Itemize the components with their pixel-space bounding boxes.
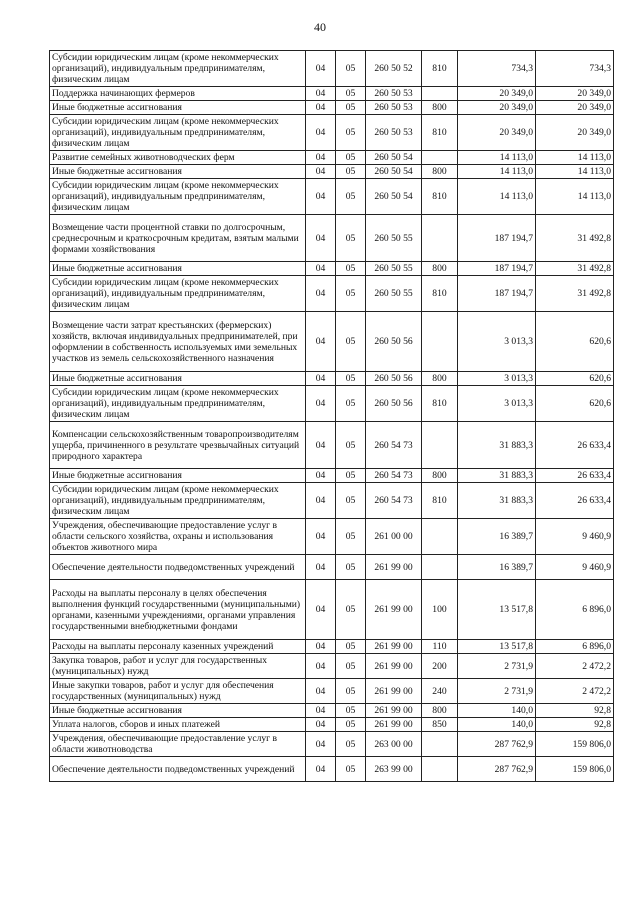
- amount-approved-cell: 3 013,3: [458, 312, 536, 372]
- expense-type-cell: [422, 519, 458, 555]
- table-row: [50, 386, 614, 422]
- target-article-cell: 260 50 54: [366, 165, 422, 179]
- target-article-cell: 260 50 55: [366, 215, 422, 262]
- amount-approved-cell: 734,3: [458, 51, 536, 87]
- table-row: [50, 215, 614, 262]
- subsection-code-cell: 05: [336, 704, 366, 718]
- amount-executed-cell: 6 896,0: [536, 640, 614, 654]
- amount-approved-cell: 287 762,9: [458, 732, 536, 757]
- expense-name-cell: Субсидии юридическим лицам (кроме некоммерческих организаций), индивидуальным предпринимателям, физическим лицам: [50, 51, 306, 87]
- table-row: [50, 654, 614, 679]
- amount-executed-cell: 14 113,0: [536, 151, 614, 165]
- table-row: [50, 51, 614, 87]
- amount-executed-cell: 92,8: [536, 704, 614, 718]
- amount-executed-cell: 14 113,0: [536, 179, 614, 215]
- amount-approved-cell: 13 517,8: [458, 580, 536, 640]
- amount-approved-cell: 31 883,3: [458, 469, 536, 483]
- subsection-code-cell: 05: [336, 732, 366, 757]
- target-article-cell: 260 50 53: [366, 87, 422, 101]
- amount-approved-cell: 20 349,0: [458, 115, 536, 151]
- amount-executed-cell: 20 349,0: [536, 101, 614, 115]
- table-row: [50, 165, 614, 179]
- subsection-code-cell: 05: [336, 386, 366, 422]
- expense-name-cell: Субсидии юридическим лицам (кроме некоммерческих организаций), индивидуальным предпринимателям, физическим лицам: [50, 276, 306, 312]
- table-row: [50, 87, 614, 101]
- amount-approved-cell: 2 731,9: [458, 654, 536, 679]
- subsection-code-cell: 05: [336, 469, 366, 483]
- expense-name-cell: Закупка товаров, работ и услуг для государственных (муниципальных) нужд: [50, 654, 306, 679]
- table-row: [50, 276, 614, 312]
- budget-table: [49, 50, 614, 782]
- table-row: [50, 115, 614, 151]
- amount-approved-cell: 287 762,9: [458, 757, 536, 782]
- amount-executed-cell: 620,6: [536, 372, 614, 386]
- target-article-cell: 260 50 53: [366, 101, 422, 115]
- target-article-cell: 260 50 54: [366, 179, 422, 215]
- subsection-code-cell: 05: [336, 51, 366, 87]
- expense-type-cell: 110: [422, 640, 458, 654]
- expense-name-cell: Субсидии юридическим лицам (кроме некоммерческих организаций), индивидуальным предпринимателям, физическим лицам: [50, 386, 306, 422]
- subsection-code-cell: 05: [336, 757, 366, 782]
- expense-name-cell: Субсидии юридическим лицам (кроме некоммерческих организаций), индивидуальным предпринимателям, физическим лицам: [50, 179, 306, 215]
- subsection-code-cell: 05: [336, 555, 366, 580]
- expense-name-cell: Обеспечение деятельности подведомственных учреждений: [50, 757, 306, 782]
- expense-type-cell: 100: [422, 580, 458, 640]
- amount-executed-cell: 9 460,9: [536, 519, 614, 555]
- amount-executed-cell: 620,6: [536, 312, 614, 372]
- expense-name-cell: Иные бюджетные ассигнования: [50, 469, 306, 483]
- amount-executed-cell: 734,3: [536, 51, 614, 87]
- expense-type-cell: 810: [422, 179, 458, 215]
- expense-name-cell: Расходы на выплаты персоналу казенных учреждений: [50, 640, 306, 654]
- amount-executed-cell: 26 633,4: [536, 469, 614, 483]
- expense-name-cell: Учреждения, обеспечивающие предоставление услуг в области сельского хозяйства, охраны и использования объектов животного мира: [50, 519, 306, 555]
- subsection-code-cell: 05: [336, 165, 366, 179]
- section-code-cell: 04: [306, 386, 336, 422]
- section-code-cell: 04: [306, 757, 336, 782]
- table-row: [50, 151, 614, 165]
- section-code-cell: 04: [306, 732, 336, 757]
- expense-name-cell: Расходы на выплаты персоналу в целях обеспечения выполнения функций государственными (муниципальными) органами, казенными учреждениями, органами управления государственными внебюджетными фондами: [50, 580, 306, 640]
- amount-approved-cell: 20 349,0: [458, 101, 536, 115]
- table-row: [50, 704, 614, 718]
- table-row: [50, 519, 614, 555]
- amount-executed-cell: 9 460,9: [536, 555, 614, 580]
- subsection-code-cell: 05: [336, 312, 366, 372]
- subsection-code-cell: 05: [336, 101, 366, 115]
- expense-name-cell: Иные бюджетные ассигнования: [50, 165, 306, 179]
- target-article-cell: 260 50 53: [366, 115, 422, 151]
- amount-approved-cell: 13 517,8: [458, 640, 536, 654]
- subsection-code-cell: 05: [336, 483, 366, 519]
- amount-executed-cell: 31 492,8: [536, 215, 614, 262]
- expense-name-cell: Уплата налогов, сборов и иных платежей: [50, 718, 306, 732]
- expense-type-cell: [422, 312, 458, 372]
- target-article-cell: 260 50 55: [366, 276, 422, 312]
- expense-type-cell: [422, 215, 458, 262]
- table-row: [50, 372, 614, 386]
- section-code-cell: 04: [306, 718, 336, 732]
- expense-type-cell: 800: [422, 262, 458, 276]
- table-row: [50, 732, 614, 757]
- subsection-code-cell: 05: [336, 215, 366, 262]
- target-article-cell: 261 99 00: [366, 704, 422, 718]
- target-article-cell: 261 99 00: [366, 679, 422, 704]
- amount-executed-cell: 159 806,0: [536, 732, 614, 757]
- table-row: [50, 179, 614, 215]
- subsection-code-cell: 05: [336, 679, 366, 704]
- target-article-cell: 261 99 00: [366, 718, 422, 732]
- expense-type-cell: 810: [422, 386, 458, 422]
- target-article-cell: 260 50 55: [366, 262, 422, 276]
- expense-type-cell: 810: [422, 115, 458, 151]
- section-code-cell: 04: [306, 215, 336, 262]
- expense-name-cell: Развитие семейных животноводческих ферм: [50, 151, 306, 165]
- amount-executed-cell: 2 472,2: [536, 654, 614, 679]
- amount-approved-cell: 3 013,3: [458, 372, 536, 386]
- section-code-cell: 04: [306, 654, 336, 679]
- amount-executed-cell: 6 896,0: [536, 580, 614, 640]
- page-number: 40: [314, 20, 326, 34]
- target-article-cell: 260 54 73: [366, 422, 422, 469]
- expense-type-cell: [422, 151, 458, 165]
- expense-name-cell: Возмещение части затрат крестьянских (фермерских) хозяйств, включая индивидуальных предпринимателей, при оформлении в собственность используемых ими земельных участков из земель сельскохозяйственного назначения: [50, 312, 306, 372]
- amount-approved-cell: 20 349,0: [458, 87, 536, 101]
- amount-executed-cell: 2 472,2: [536, 679, 614, 704]
- expense-type-cell: 800: [422, 469, 458, 483]
- amount-approved-cell: 3 013,3: [458, 386, 536, 422]
- section-code-cell: 04: [306, 519, 336, 555]
- expense-type-cell: 800: [422, 704, 458, 718]
- expense-name-cell: Субсидии юридическим лицам (кроме некоммерческих организаций), индивидуальным предпринимателям, физическим лицам: [50, 483, 306, 519]
- target-article-cell: 260 54 73: [366, 483, 422, 519]
- expense-type-cell: [422, 555, 458, 580]
- section-code-cell: 04: [306, 469, 336, 483]
- table-row: [50, 101, 614, 115]
- expense-type-cell: 800: [422, 165, 458, 179]
- section-code-cell: 04: [306, 580, 336, 640]
- subsection-code-cell: 05: [336, 262, 366, 276]
- table-row: [50, 555, 614, 580]
- expense-type-cell: 810: [422, 276, 458, 312]
- target-article-cell: 263 99 00: [366, 757, 422, 782]
- amount-approved-cell: 31 883,3: [458, 422, 536, 469]
- subsection-code-cell: 05: [336, 179, 366, 215]
- amount-approved-cell: 187 194,7: [458, 215, 536, 262]
- subsection-code-cell: 05: [336, 115, 366, 151]
- expense-name-cell: Компенсации сельскохозяйственным товаропроизводителям ущерба, причиненного в результате чрезвычайных ситуаций природного характера: [50, 422, 306, 469]
- expense-type-cell: 800: [422, 101, 458, 115]
- amount-executed-cell: 14 113,0: [536, 165, 614, 179]
- table-row: [50, 422, 614, 469]
- amount-executed-cell: 20 349,0: [536, 87, 614, 101]
- table-row: [50, 679, 614, 704]
- subsection-code-cell: 05: [336, 276, 366, 312]
- expense-name-cell: Иные бюджетные ассигнования: [50, 704, 306, 718]
- expense-type-cell: [422, 422, 458, 469]
- amount-approved-cell: 187 194,7: [458, 262, 536, 276]
- subsection-code-cell: 05: [336, 372, 366, 386]
- section-code-cell: 04: [306, 679, 336, 704]
- table-row: [50, 469, 614, 483]
- amount-executed-cell: 159 806,0: [536, 757, 614, 782]
- section-code-cell: 04: [306, 372, 336, 386]
- section-code-cell: 04: [306, 555, 336, 580]
- budget-table-body: [50, 51, 614, 782]
- target-article-cell: 263 00 00: [366, 732, 422, 757]
- amount-approved-cell: 187 194,7: [458, 276, 536, 312]
- section-code-cell: 04: [306, 422, 336, 469]
- amount-approved-cell: 140,0: [458, 718, 536, 732]
- amount-executed-cell: 620,6: [536, 386, 614, 422]
- section-code-cell: 04: [306, 165, 336, 179]
- expense-name-cell: Возмещение части процентной ставки по долгосрочным, среднесрочным и краткосрочным кредитам, взятым малыми формами хозяйствования: [50, 215, 306, 262]
- section-code-cell: 04: [306, 262, 336, 276]
- target-article-cell: 260 50 54: [366, 151, 422, 165]
- amount-approved-cell: 14 113,0: [458, 165, 536, 179]
- expense-type-cell: 200: [422, 654, 458, 679]
- table-row: [50, 262, 614, 276]
- amount-approved-cell: 140,0: [458, 704, 536, 718]
- amount-executed-cell: 31 492,8: [536, 276, 614, 312]
- section-code-cell: 04: [306, 51, 336, 87]
- expense-name-cell: Учреждения, обеспечивающие предоставление услуг в области животноводства: [50, 732, 306, 757]
- table-row: [50, 640, 614, 654]
- amount-approved-cell: 14 113,0: [458, 151, 536, 165]
- expense-name-cell: Иные бюджетные ассигнования: [50, 101, 306, 115]
- amount-approved-cell: 31 883,3: [458, 483, 536, 519]
- subsection-code-cell: 05: [336, 654, 366, 679]
- amount-executed-cell: 31 492,8: [536, 262, 614, 276]
- target-article-cell: 260 50 52: [366, 51, 422, 87]
- subsection-code-cell: 05: [336, 422, 366, 469]
- section-code-cell: 04: [306, 115, 336, 151]
- subsection-code-cell: 05: [336, 580, 366, 640]
- subsection-code-cell: 05: [336, 151, 366, 165]
- expense-type-cell: 810: [422, 483, 458, 519]
- expense-name-cell: Поддержка начинающих фермеров: [50, 87, 306, 101]
- expense-name-cell: Иные бюджетные ассигнования: [50, 372, 306, 386]
- expense-type-cell: 810: [422, 51, 458, 87]
- expense-type-cell: 240: [422, 679, 458, 704]
- target-article-cell: 261 99 00: [366, 654, 422, 679]
- amount-approved-cell: 16 389,7: [458, 555, 536, 580]
- target-article-cell: 260 50 56: [366, 372, 422, 386]
- subsection-code-cell: 05: [336, 87, 366, 101]
- section-code-cell: 04: [306, 640, 336, 654]
- section-code-cell: 04: [306, 151, 336, 165]
- table-row: [50, 580, 614, 640]
- expense-name-cell: Иные бюджетные ассигнования: [50, 262, 306, 276]
- section-code-cell: 04: [306, 276, 336, 312]
- target-article-cell: 261 99 00: [366, 580, 422, 640]
- target-article-cell: 261 99 00: [366, 555, 422, 580]
- expense-type-cell: [422, 732, 458, 757]
- subsection-code-cell: 05: [336, 640, 366, 654]
- table-row: [50, 757, 614, 782]
- target-article-cell: 260 50 56: [366, 312, 422, 372]
- section-code-cell: 04: [306, 87, 336, 101]
- section-code-cell: 04: [306, 101, 336, 115]
- subsection-code-cell: 05: [336, 519, 366, 555]
- section-code-cell: 04: [306, 483, 336, 519]
- amount-approved-cell: 16 389,7: [458, 519, 536, 555]
- target-article-cell: 261 00 00: [366, 519, 422, 555]
- amount-executed-cell: 20 349,0: [536, 115, 614, 151]
- target-article-cell: 260 50 56: [366, 386, 422, 422]
- expense-name-cell: Субсидии юридическим лицам (кроме некоммерческих организаций), индивидуальным предпринимателям, физическим лицам: [50, 115, 306, 151]
- table-row: [50, 718, 614, 732]
- expense-type-cell: [422, 87, 458, 101]
- amount-approved-cell: 14 113,0: [458, 179, 536, 215]
- amount-executed-cell: 26 633,4: [536, 483, 614, 519]
- section-code-cell: 04: [306, 312, 336, 372]
- expense-type-cell: 850: [422, 718, 458, 732]
- subsection-code-cell: 05: [336, 718, 366, 732]
- target-article-cell: 260 54 73: [366, 469, 422, 483]
- expense-type-cell: [422, 757, 458, 782]
- expense-type-cell: 800: [422, 372, 458, 386]
- amount-executed-cell: 26 633,4: [536, 422, 614, 469]
- amount-approved-cell: 2 731,9: [458, 679, 536, 704]
- target-article-cell: 261 99 00: [366, 640, 422, 654]
- table-row: [50, 483, 614, 519]
- expense-name-cell: Обеспечение деятельности подведомственных учреждений: [50, 555, 306, 580]
- section-code-cell: 04: [306, 704, 336, 718]
- table-row: [50, 312, 614, 372]
- section-code-cell: 04: [306, 179, 336, 215]
- expense-name-cell: Иные закупки товаров, работ и услуг для обеспечения государственных (муниципальных) нужд: [50, 679, 306, 704]
- amount-executed-cell: 92,8: [536, 718, 614, 732]
